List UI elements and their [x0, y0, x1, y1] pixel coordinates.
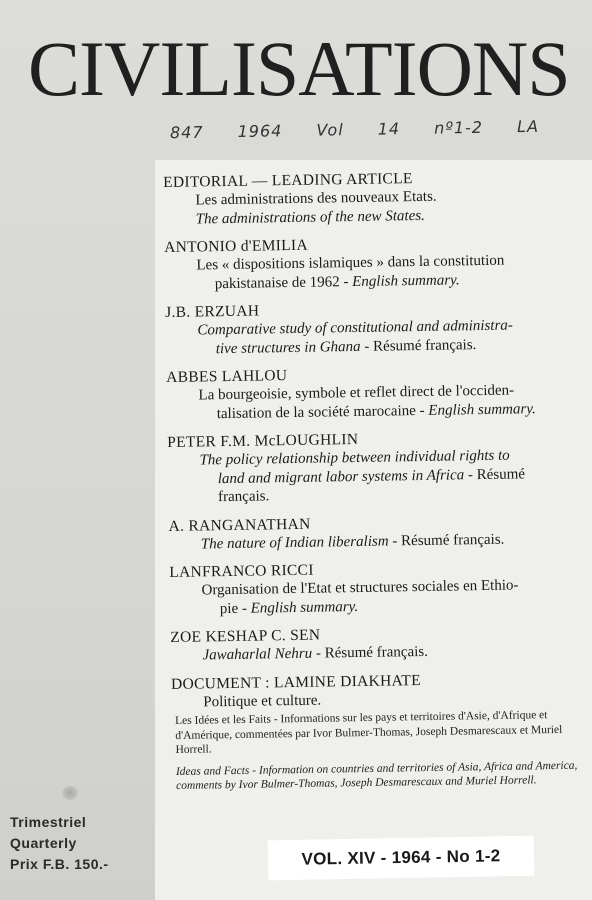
ink-smudge — [62, 786, 78, 800]
volume-label: VOL. XIV - 1964 - No 1-2 — [268, 836, 535, 881]
toc-title-text: English summary. — [250, 598, 359, 617]
toc-author: DOCUMENT : LAMINE DIAKHATE — [170, 671, 422, 693]
toc-entry — [168, 510, 592, 554]
toc-title-text: français. — [217, 488, 270, 506]
toc-entry — [169, 556, 592, 619]
toc-title-text: talisation de la société marocaine - — [216, 402, 429, 422]
toc-title-text: Politique et culture. — [203, 692, 322, 710]
toc-title-text: pakistanaise de 1962 - — [214, 273, 353, 292]
toc-title-text: - Résumé français. — [388, 531, 505, 550]
toc-title-text: - Résumé français. — [360, 336, 477, 355]
toc-entry — [170, 621, 592, 665]
table-of-contents — [163, 166, 592, 721]
publication-info — [10, 812, 109, 875]
toc-title-text: Les « dispositions islamiques » dans la constitution — [196, 252, 505, 274]
toc-title-text: land and migrant labor systems in Africa — [217, 466, 465, 487]
toc-title-text: The administrations of the new States. — [195, 207, 425, 227]
handwritten-annotation: 847 1964 Vol 14 nº1-2 LA — [169, 116, 540, 143]
notes-section — [175, 707, 592, 800]
toc-entry — [163, 166, 589, 229]
masthead-title: CIVILISATIONS — [28, 25, 570, 112]
toc-title-text: Comparative study of constitutional and administra- — [197, 317, 513, 339]
toc-title-text: - Résumé — [464, 465, 526, 483]
toc-author: PETER F.M. McLOUGHLIN — [167, 430, 359, 451]
toc-title-text: tive structures in Ghana — [215, 338, 361, 357]
toc-author: J.B. ERZUAH — [165, 302, 260, 321]
toc-title-text: The nature of Indian liberalism — [200, 533, 389, 552]
toc-entry — [171, 668, 592, 712]
toc-title-text: La bourgeoisie, symbole et reflet direct de l'occiden- — [198, 382, 515, 404]
frequency-english: Quarterly — [10, 835, 77, 851]
toc-entry — [166, 361, 592, 424]
price-label: Prix F.B. 150.- — [10, 856, 109, 872]
toc-author: ABBES LAHLOU — [166, 367, 288, 386]
toc-entry — [164, 231, 590, 294]
notes-english: Ideas and Facts - Information on countries and territories of Asia, Africa and America, comments by Ivor Bulmer-Thomas, Joseph Desmarescaux and Muriel Horrell. — [175, 759, 578, 792]
toc-title-text: Jawaharlal Nehru — [202, 645, 313, 664]
toc-title-text: English summary. — [428, 400, 536, 419]
toc-author: ZOE KESHAP C. SEN — [170, 626, 321, 646]
toc-author: EDITORIAL — LEADING ARTICLE — [163, 170, 413, 191]
toc-author: LANFRANCO RICCI — [169, 561, 314, 581]
toc-title-text: Organisation de l'Etat et structures sociales en Ethio- — [201, 577, 519, 599]
notes-french: Les Idées et les Faits - Informations sur les pays et territoires d'Asie, d'Afrique et d'Amérique, commentées par Ivor Bulmer-Thomas, Joseph Desmarescaux et Muriel Horrell. — [175, 709, 563, 756]
toc-author: A. RANGANATHAN — [168, 515, 311, 535]
toc-entry — [167, 426, 592, 507]
toc-title-text: pie - — [219, 600, 251, 617]
toc-title-text: English summary. — [352, 271, 460, 290]
frequency-french: Trimestriel — [10, 814, 87, 830]
toc-title-text: - Résumé français. — [312, 643, 429, 662]
toc-entry — [165, 296, 591, 359]
toc-author: ANTONIO d'EMILIA — [164, 236, 309, 256]
toc-title-text: The policy relationship between individual rights to — [199, 447, 510, 469]
toc-title-text: Les administrations des nouveaux Etats. — [195, 188, 437, 209]
